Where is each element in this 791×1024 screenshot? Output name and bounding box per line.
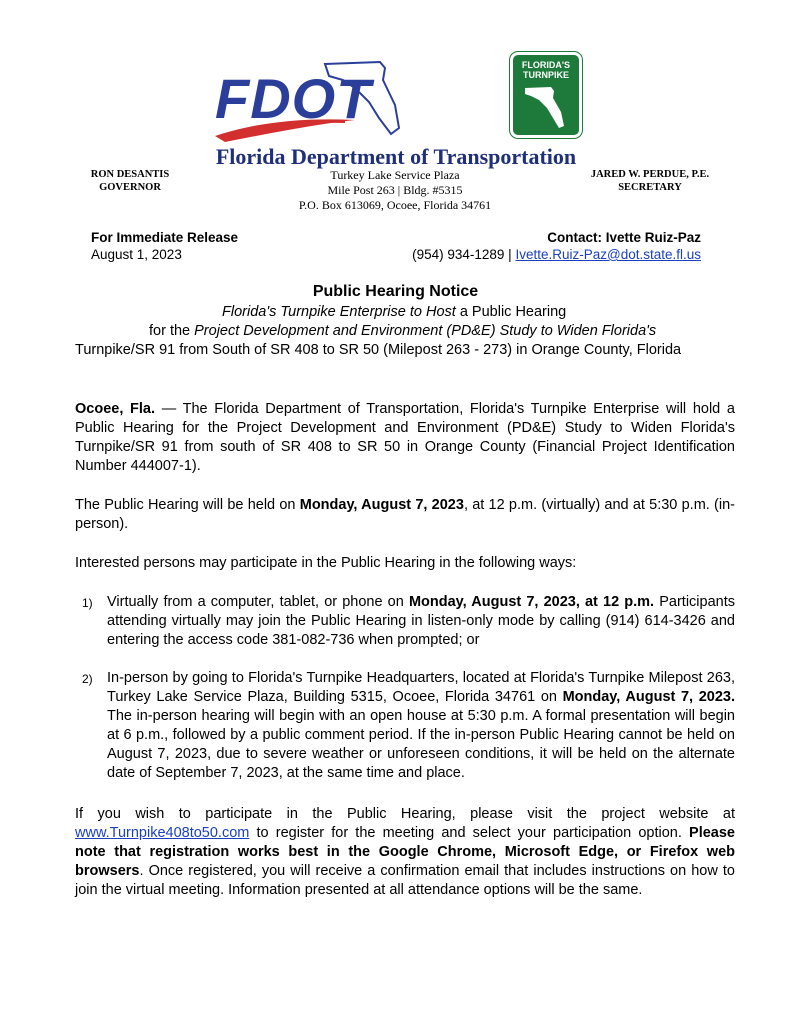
list-item-virtual bbox=[107, 593, 735, 650]
paragraph-schedule bbox=[75, 496, 735, 534]
notice-subtitle-2-italic: Project Development and Environment (PD&E) Study to Widen Florida's bbox=[194, 323, 657, 339]
contact-label: Contact: Ivette Ruiz-Paz bbox=[547, 230, 701, 245]
paragraph-registration bbox=[75, 805, 735, 900]
contact-email-link[interactable]: Ivette.Ruiz-Paz@dot.state.fl.us bbox=[515, 247, 701, 262]
notice-subtitle-2 bbox=[149, 323, 656, 339]
governor-title: GOVERNOR bbox=[99, 182, 161, 193]
turnpike-logo-line1: FLORIDA'S bbox=[521, 60, 571, 70]
notice-title: Public Hearing Notice bbox=[312, 283, 479, 300]
paragraph-schedule-a: The Public Hearing will be held on bbox=[75, 497, 300, 513]
list-item-in-person-b: The in-person hearing will begin with an open house at 5:30 p.m. A formal presentation will begin at 6 p.m., followed by a public comment period. If the in-person Public Hearing cannot be held on August 7, 2023, due to severe weather or unforeseen conditions, it will be held on the alternate date of September 7, 2023, at the same time and place. bbox=[107, 708, 735, 781]
notice-subtitle-2-pre: for the bbox=[149, 323, 195, 339]
turnpike-logo bbox=[510, 52, 582, 138]
list-item-virtual-date: Monday, August 7, 2023, at 12 p.m. bbox=[408, 594, 655, 610]
turnpike-logo-line2: TURNPIKE bbox=[522, 70, 569, 80]
address-line-1: Turkey Lake Service Plaza bbox=[330, 168, 460, 182]
paragraph-registration-c: . Once registered, you will receive a confirmation email that includes instructions on how to join the virtual meeting. Information presented at all attendance options will be the same. bbox=[75, 863, 735, 898]
address-line-3: P.O. Box 613069, Ocoee, Florida 34761 bbox=[298, 198, 492, 212]
browser-note: Please note that registration works best in the Google Chrome, Microsoft Edge, or Firefox web browsers bbox=[75, 825, 735, 879]
contact-phone: (954) 934-1289 | bbox=[412, 247, 512, 262]
list-item-in-person-date: Monday, August 7, 2023. bbox=[562, 689, 735, 705]
list-item-in-person bbox=[107, 669, 735, 783]
list-item-in-person-a: In-person by going to Florida's Turnpike Headquarters, located at Florida's Turnpike Milepost 263, Turkey Lake Service Plaza, Building 5315, Ocoee, Florida 34761 on bbox=[107, 670, 735, 705]
fdot-logo-text: FDOT bbox=[215, 67, 372, 130]
notice-subtitle-3: Turnpike/SR 91 from South of SR 408 to SR 50 (Milepost 263 - 273) in Orange County, Florida bbox=[75, 342, 682, 358]
secretary-block bbox=[590, 168, 710, 194]
list-number-2: 2) bbox=[82, 672, 93, 686]
release-label: For Immediate Release bbox=[91, 230, 239, 245]
department-title: Florida Department of Transportation bbox=[215, 144, 577, 169]
paragraph-ways: Interested persons may participate in the Public Hearing in the following ways: bbox=[75, 555, 577, 571]
address-line-2: Mile Post 263 | Bldg. #5315 bbox=[327, 183, 463, 197]
notice-subtitle-1-rest: a Public Hearing bbox=[455, 304, 567, 320]
paragraph-registration-b: to register for the meeting and select your participation option. bbox=[249, 825, 690, 841]
notice-subtitle-1 bbox=[222, 304, 566, 320]
notice-subtitle-1-italic: Florida's Turnpike Enterprise to Host bbox=[222, 304, 456, 320]
secretary-title: SECRETARY bbox=[618, 182, 682, 193]
dateline: Ocoee, Fla. bbox=[75, 401, 156, 417]
paragraph-schedule-b: , at 12 p.m. (virtually) and at 5:30 p.m. (in-person). bbox=[75, 497, 735, 532]
secretary-name: JARED W. PERDUE, P.E. bbox=[590, 169, 710, 180]
list-item-virtual-a: Virtually from a computer, tablet, or phone on bbox=[107, 594, 409, 610]
paragraph-intro-text: — The Florida Department of Transportation, Florida's Turnpike Enterprise will hold a Public Hearing for the Project Development and Environment (PD&E) Study to Widen Florida's Turnpike/SR 91 from south of SR 408 to SR 50 in Orange County (Financial Project Identification Number 444007-1). bbox=[75, 401, 735, 474]
list-item-virtual-b: Participants attending virtually may join the Public Hearing in listen-only mode by calling (914) 614-3426 and entering the access code 381-082-736 when prompted; or bbox=[107, 594, 735, 648]
paragraph-intro bbox=[75, 400, 735, 476]
list-number-1: 1) bbox=[82, 596, 93, 610]
paragraph-schedule-date: Monday, August 7, 2023 bbox=[299, 497, 464, 513]
governor-name: RON DESANTIS bbox=[90, 169, 170, 180]
release-date: August 1, 2023 bbox=[91, 247, 182, 262]
project-website-link[interactable]: www.Turnpike408to50.com bbox=[75, 825, 250, 841]
contact-line bbox=[412, 247, 701, 262]
paragraph-registration-a: If you wish to participate in the Public Hearing, please visit the project website at bbox=[75, 806, 735, 822]
governor-block bbox=[80, 168, 180, 194]
florida-outline-icon bbox=[521, 82, 571, 130]
